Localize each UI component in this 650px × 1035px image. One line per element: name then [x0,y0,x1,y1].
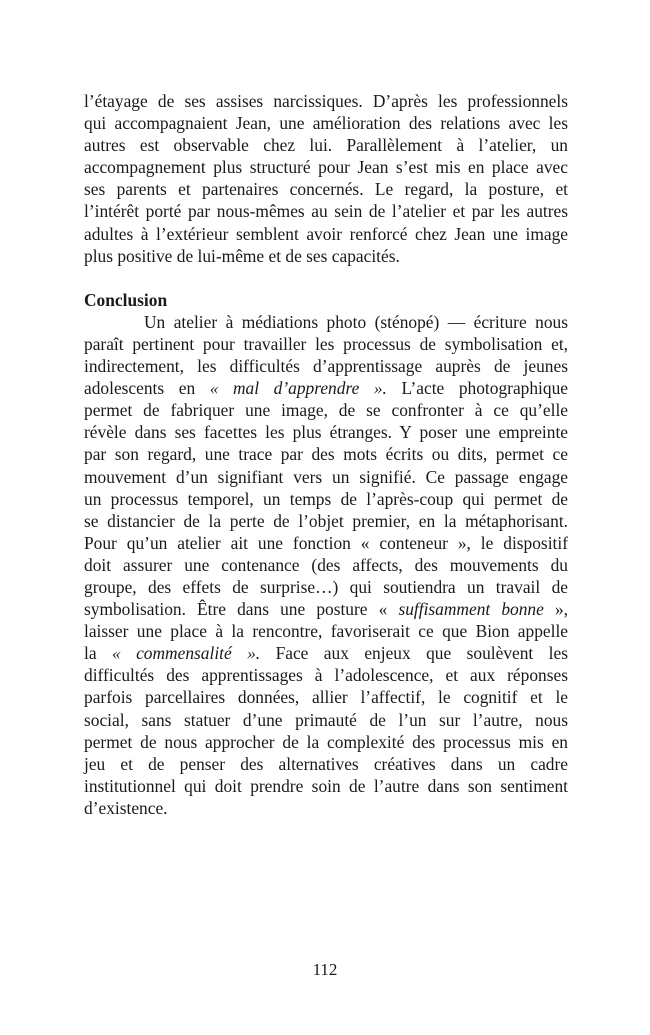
text-segment: adolescents en [84,378,210,399]
text-line: un processus temporel, un temps de l’après-coup qui permet de [84,488,568,509]
paragraph-narcissistic-support [84,90,568,267]
text-line: l’intérêt porté par nous-mêmes au sein de l’atelier et par les autres [84,201,568,222]
text-line [84,377,568,399]
text-line: permet de nous approcher de la complexité des processus mis en [84,731,568,752]
page-number: 112 [312,960,338,979]
text-line: se distancier de la perte de l’objet premier, en la métaphorisant. [84,510,568,531]
text-line: par son regard, une trace par des mots écrits ou dits, permet ce [84,444,568,465]
text-line: révèle dans ses facettes les plus étranges. Y poser une empreinte [84,422,568,443]
text-line: l’étayage de ses assises narcissiques. D’après les professionnels [84,91,568,111]
text-line: plus positive de lui-même et de ses capacités. [84,245,400,266]
text-line: permet de fabriquer une image, de se confronter à ce qu’elle [84,400,568,421]
section-heading-conclusion: Conclusion [84,289,168,310]
paragraph-conclusion [84,311,568,819]
text-segment: symbolisation. Être dans une posture « [84,599,399,620]
text-line: jeu et de penser des alternatives créatives dans un cadre [84,753,568,774]
text-line: adultes à l’extérieur semblent avoir renforcé chez Jean une image [84,223,568,244]
text-line [84,598,568,620]
italic-quote-mal-d-apprendre: « mal d’apprendre ». [209,378,387,399]
italic-quote-commensalite: « commensalité ». [111,643,261,664]
page-body [84,90,568,819]
text-line: autres est observable chez lui. Parallèlement à l’atelier, un [84,135,568,156]
text-line: laisser une place à la rencontre, favoriserait ce que Bion appelle [84,621,568,642]
text-line: accompagnement plus structuré pour Jean s’est mis en place avec [84,157,568,178]
text-line [84,642,568,664]
text-line: parfois parcellaires données, allier l’affectif, le cognitif et le [84,687,568,708]
text-line: doit assurer une contenance (des affects, des mouvements du [84,554,568,575]
italic-quote-suffisamment-bonne: suffisamment bonne [398,599,544,620]
text-line: qui accompagnaient Jean, une amélioration des relations avec les [84,113,568,134]
text-line: social, sans statuer d’une primauté de l’un sur l’autre, nous [84,709,568,730]
text-line: mouvement d’un signifiant vers un signifié. Ce passage engage [84,466,568,487]
text-line: groupe, des effets de surprise…) qui soutiendra un travail de [84,576,568,597]
text-segment: L’acte photographique [386,378,568,399]
text-line: institutionnel qui doit prendre soin de l’autre dans son sentiment [84,775,568,796]
text-segment: Face aux enjeux que soulèvent les [260,643,568,664]
text-line: ses parents et partenaires concernés. Le regard, la posture, et [84,179,568,200]
text-line: paraît pertinent pour travailler les processus de symbolisation et, [84,333,568,354]
text-line: Un atelier à médiations photo (sténopé) — écriture nous [144,311,568,332]
text-segment: la [84,643,112,664]
text-line: Pour qu’un atelier ait une fonction « conteneur », le dispositif [84,532,568,553]
text-line: indirectement, les difficultés d’apprentissage auprès de jeunes [84,356,568,377]
text-line: d’existence. [84,797,168,818]
text-segment: », [543,599,568,620]
text-line: difficultés des apprentissages à l’adolescence, et aux réponses [84,665,568,686]
